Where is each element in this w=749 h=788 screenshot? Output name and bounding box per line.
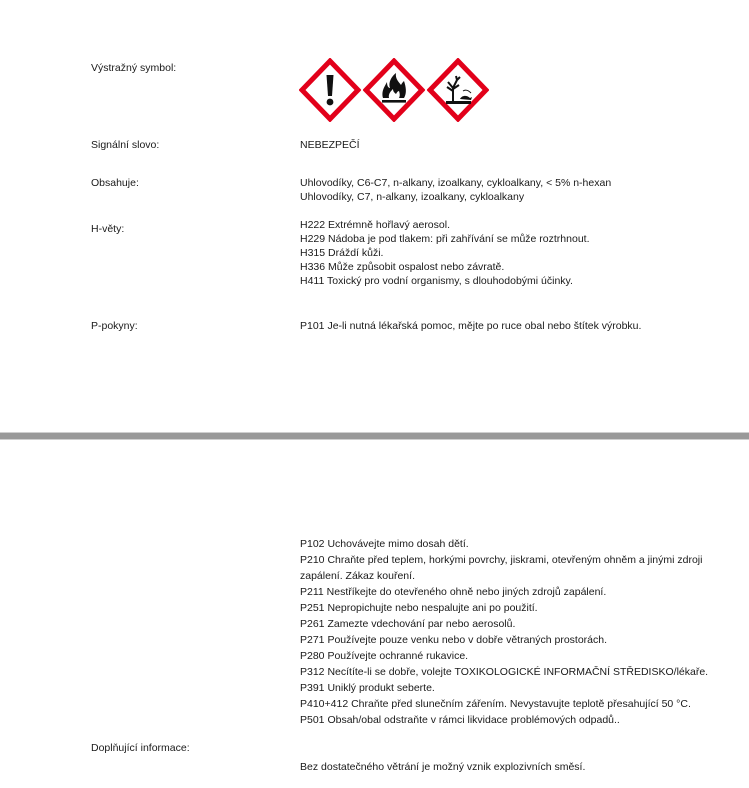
p-statement: zapálení. Zákaz kouření. — [300, 570, 415, 582]
p-statement: P410+412 Chraňte před slunečním zářením. Nevystavujte teplotě přesahující 50 °C. — [300, 698, 691, 710]
p-statement: P210 Chraňte před teplem, horkými povrchy, jiskrami, otevřeným ohněm a jinými zdroji — [300, 554, 703, 566]
p-statement: P312 Necítíte-li se dobře, volejte TOXIKOLOGICKÉ INFORMAČNÍ STŘEDISKO/lékaře. — [300, 666, 709, 678]
h-statement: H411 Toxický pro vodní organismy, s dlouhodobými účinky. — [300, 275, 573, 287]
p-statements-label: P-pokyny: — [91, 320, 138, 332]
signal-word-label: Signální slovo: — [91, 139, 160, 151]
environment-icon — [427, 58, 489, 122]
contains-label: Obsahuje: — [91, 177, 139, 189]
page-separator — [0, 432, 749, 440]
signal-word-value: NEBEZPEČÍ — [300, 139, 360, 151]
contains-item: Uhlovodíky, C7, n-alkany, izoalkany, cykloalkany — [300, 191, 525, 203]
p-statement: P261 Zamezte vdechování par nebo aerosolů. — [300, 618, 516, 630]
h-statement: H315 Dráždí kůži. — [300, 247, 384, 259]
p-statement: P280 Používejte ochranné rukavice. — [300, 650, 469, 662]
h-statement: H336 Může způsobit ospalost nebo závratě. — [300, 261, 505, 273]
warning-symbol-label: Výstražný symbol: — [91, 62, 177, 74]
contains-item: Uhlovodíky, C6-C7, n-alkany, izoalkany, cykloalkany, < 5% n-hexan — [300, 177, 612, 189]
p-statement: P211 Nestříkejte do otevřeného ohně nebo jiných zdrojů zapálení. — [300, 586, 607, 598]
exclamation-mark-icon — [299, 58, 361, 122]
h-statement: H229 Nádoba je pod tlakem: při zahřívání se může roztrhnout. — [300, 233, 590, 245]
h-statements-list — [300, 218, 590, 288]
contains-list — [300, 176, 611, 204]
h-statement: H222 Extrémně hořlavý aerosol. — [300, 219, 450, 231]
p-statement: P271 Používejte pouze venku nebo v dobře větraných prostorách. — [300, 634, 608, 646]
p-statement: P101 Je-li nutná lékařská pomoc, mějte po ruce obal nebo štítek výrobku. — [300, 320, 642, 332]
p-statements-continued-list — [300, 536, 708, 728]
additional-info-label: Doplňující informace: — [91, 742, 190, 754]
h-statements-label: H-věty: — [91, 223, 125, 235]
p-statement: P501 Obsah/obal odstraňte v rámci likvidace problémových odpadů.. — [300, 714, 620, 726]
p-statement: P251 Nepropichujte nebo nespalujte ani po použití. — [300, 602, 538, 614]
p-statement: P391 Uniklý produkt seberte. — [300, 682, 435, 694]
p-statement: P102 Uchovávejte mimo dosah dětí. — [300, 538, 469, 550]
additional-info-value: Bez dostatečného větrání je možný vznik explozivních směsí. — [300, 761, 586, 773]
flame-icon — [363, 58, 425, 122]
